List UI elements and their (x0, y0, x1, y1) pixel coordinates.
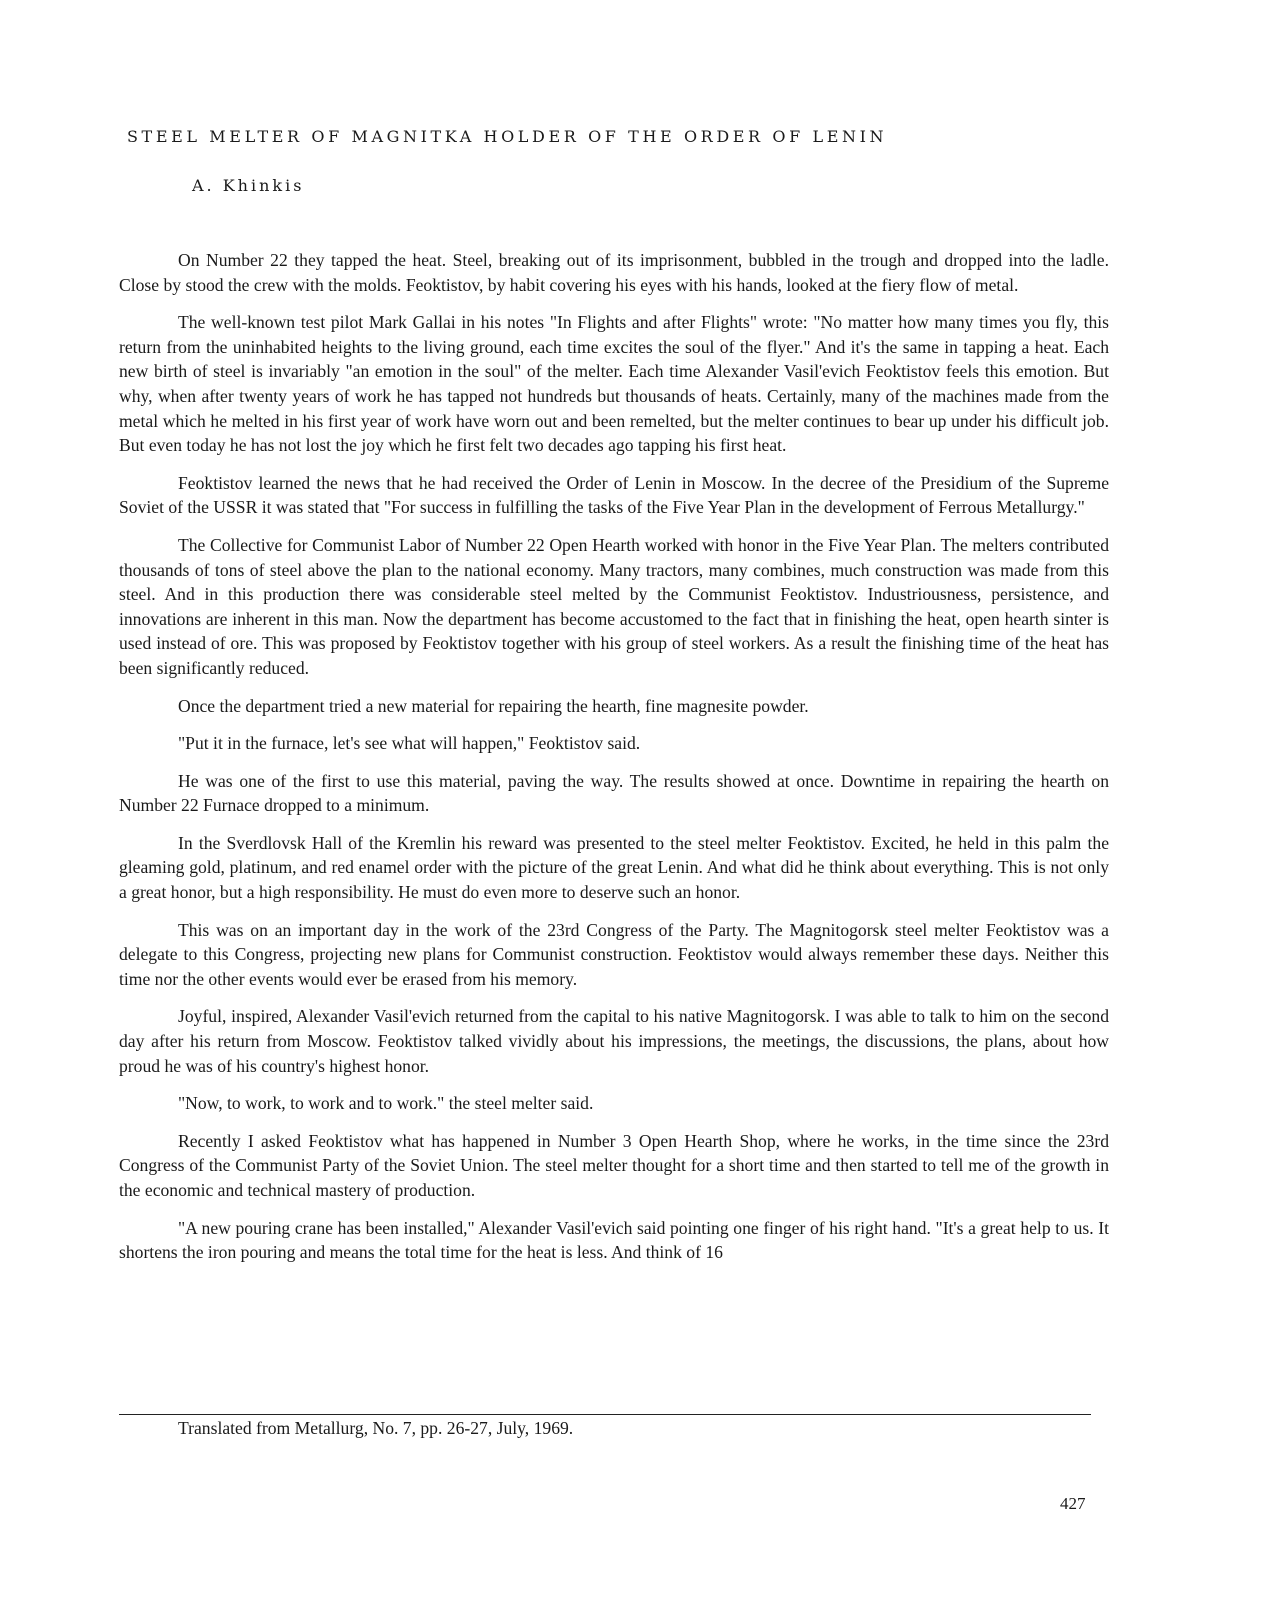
paragraph: Joyful, inspired, Alexander Vasil'evich returned from the capital to his native Magnitogorsk. I was able to talk to him on the second day after his return from Moscow. Feoktistov talked vividly about his impressions, the meetings, the discussions, the plans, about how proud he was of his country's highest honor. (119, 1006, 1109, 1076)
footnote-divider (119, 1414, 1091, 1415)
article-author: A. Khinkis (192, 176, 305, 195)
paragraph: "Put it in the furnace, let's see what will happen," Feoktistov said. (178, 733, 641, 754)
paragraph: Feoktistov learned the news that he had received the Order of Lenin in Moscow. In the decree of the Presidium of the Supreme Soviet of the USSR it was stated that "For success in fulfilling the tasks of the Five Year Plan in the development of Ferrous Metallurgy." (119, 472, 1109, 518)
paragraph: Recently I asked Feoktistov what has happened in Number 3 Open Hearth Shop, where he works, in the time since the 23rd Congress of the Communist Party of the Soviet Union. The steel melter thought for a short time and then started to tell me of the growth in the economic and technical mastery of production. (119, 1130, 1109, 1200)
paragraph: "Now, to work, to work and to work." the steel melter said. (178, 1093, 594, 1114)
article-title: STEEL MELTER OF MAGNITKA HOLDER OF THE ORDER OF LENIN (127, 127, 888, 146)
article-body (119, 248, 1109, 1278)
paragraph: This was on an important day in the work of the 23rd Congress of the Party. The Magnitogorsk steel melter Feoktistov was a delegate to this Congress, projecting new plans for Communist construction. Feoktistov would always remember these days. Neither this time nor the other events would ever be erased from his memory. (119, 919, 1109, 989)
paragraph: Once the department tried a new material for repairing the hearth, fine magnesite powder. (178, 695, 809, 716)
paragraph: He was one of the first to use this material, paving the way. The results showed at once. Downtime in repairing the hearth on Number 22 Furnace dropped to a minimum. (119, 770, 1109, 816)
page-number: 427 (1060, 1494, 1086, 1513)
paragraph: "A new pouring crane has been installed," Alexander Vasil'evich said pointing one finger of his right hand. "It's a great help to us. It shortens the iron pouring and means the total time for the heat is less. And think of 16 (119, 1217, 1109, 1263)
footnote: Translated from Metallurg, No. 7, pp. 26-27, July, 1969. (178, 1418, 574, 1438)
paragraph: In the Sverdlovsk Hall of the Kremlin his reward was presented to the steel melter Feoktistov. Excited, he held in this palm the gleaming gold, platinum, and red enamel order with the picture of the great Lenin. And what did he think about everything. This is not only a great honor, but a high responsibility. He must do even more to deserve such an honor. (119, 832, 1109, 903)
paragraph: On Number 22 they tapped the heat. Steel, breaking out of its imprisonment, bubbled in the trough and dropped into the ladle. Close by stood the crew with the molds. Feoktistov, by habit covering his eyes with his hands, looked at the fiery flow of metal. (119, 250, 1109, 295)
paragraph: The Collective for Communist Labor of Number 22 Open Hearth worked with honor in the Five Year Plan. The melters contributed thousands of tons of steel above the plan to the national economy. Many tractors, many combines, much construction was made from this steel. And in this production there was considerable steel melted by the Communist Feoktistov. Industriousness, persistence, and innovations are inherent in this man. Now the department has become accustomed to the fact that in finishing the heat, open hearth sinter is used instead of ore. This was proposed by Feoktistov together with his group of steel workers. As a result the finishing time of the heat has been significantly reduced. (119, 534, 1109, 678)
paragraph: The well-known test pilot Mark Gallai in his notes "In Flights and after Flights" wrote: "No matter how many times you fly, this return from the uninhabited heights to the living ground, each time excites the soul of the flyer." And it's the same in tapping a heat. Each new birth of steel is invariably "an emotion in the soul" of the melter. Each time Alexander Vasil'evich Feoktistov feels this emotion. But why, when after twenty years of work he has tapped not hundreds but thousands of heats. Certainly, many of the machines made from the metal which he melted in his first year of work have worn out and been remelted, but the melter continues to bear up under his difficult job. But even today he has not lost the joy which he first felt two decades ago tapping his first heat. (119, 312, 1109, 456)
